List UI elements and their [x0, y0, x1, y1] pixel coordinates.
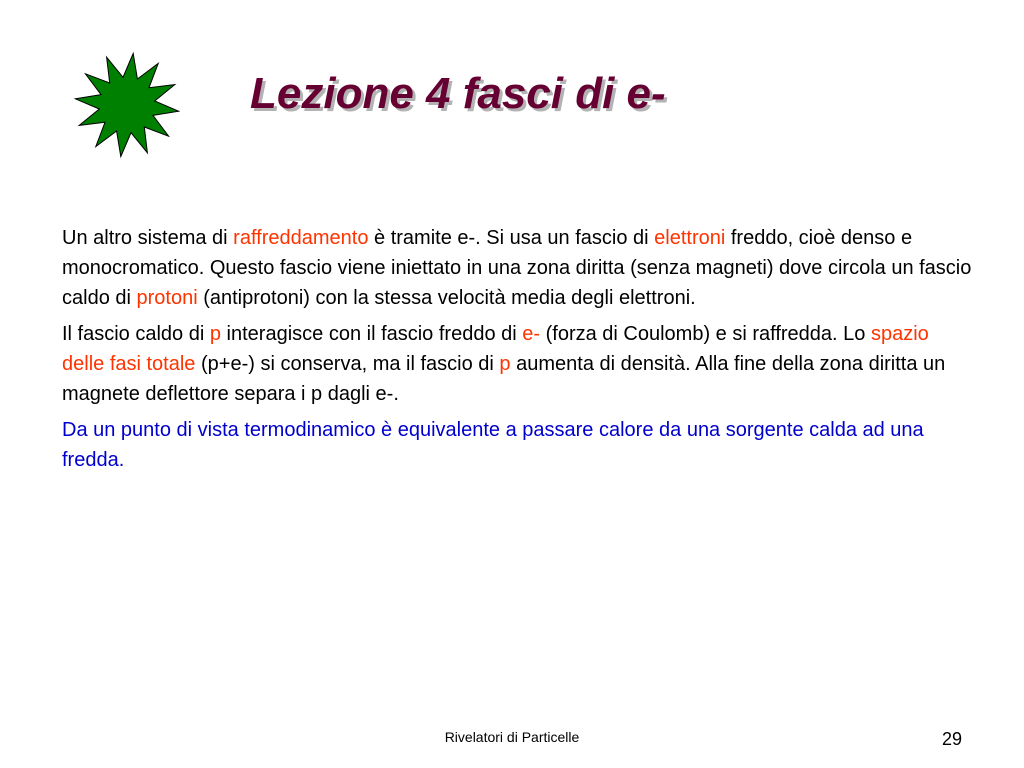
body-paragraph — [62, 223, 972, 313]
body-text: aumenta di densità. Alla fine della zona diritta un magnete deflettore separa i p dagli e-. — [62, 353, 946, 405]
body-text: freddo, cioè denso e monocromatico. Questo fascio viene iniettato in una zona diritta (senza magneti) dove circola un fascio caldo di — [62, 227, 972, 309]
body-text: interagisce con il fascio freddo di — [220, 323, 523, 345]
body-text: Un altro sistema di — [62, 227, 234, 249]
body-text: (p+e-) si conserva, ma il fascio di — [195, 353, 500, 375]
highlighted-term: p — [499, 353, 511, 375]
body-text: (antiprotoni) con la stessa velocità media degli elettroni. — [197, 287, 696, 309]
green-starburst-icon — [74, 52, 180, 158]
slide-title: Lezione 4 fasci di e- — [250, 69, 666, 118]
body-text: (forza di Coulomb) e si raffredda. Lo — [540, 323, 871, 345]
highlighted-term: e- — [522, 323, 541, 345]
highlighted-term: protoni — [136, 287, 198, 309]
body-paragraph — [62, 319, 972, 409]
body-text: Da un punto di vista termodinamico è equivalente a passare calore da una sorgente calda ad una fredda. — [62, 419, 924, 471]
page-number: 29 — [942, 729, 963, 749]
slide-body — [62, 223, 972, 481]
body-paragraph — [62, 415, 972, 475]
highlighted-term: raffreddamento — [233, 227, 369, 249]
highlighted-term: elettroni — [654, 227, 726, 249]
highlighted-term: spazio delle fasi totale — [62, 323, 929, 375]
slide-footer: Rivelatori di Particelle — [444, 729, 580, 745]
body-text: Il fascio caldo di — [62, 323, 210, 345]
body-text: è tramite e-. Si usa un fascio di — [368, 227, 655, 249]
highlighted-term: p — [209, 323, 221, 345]
